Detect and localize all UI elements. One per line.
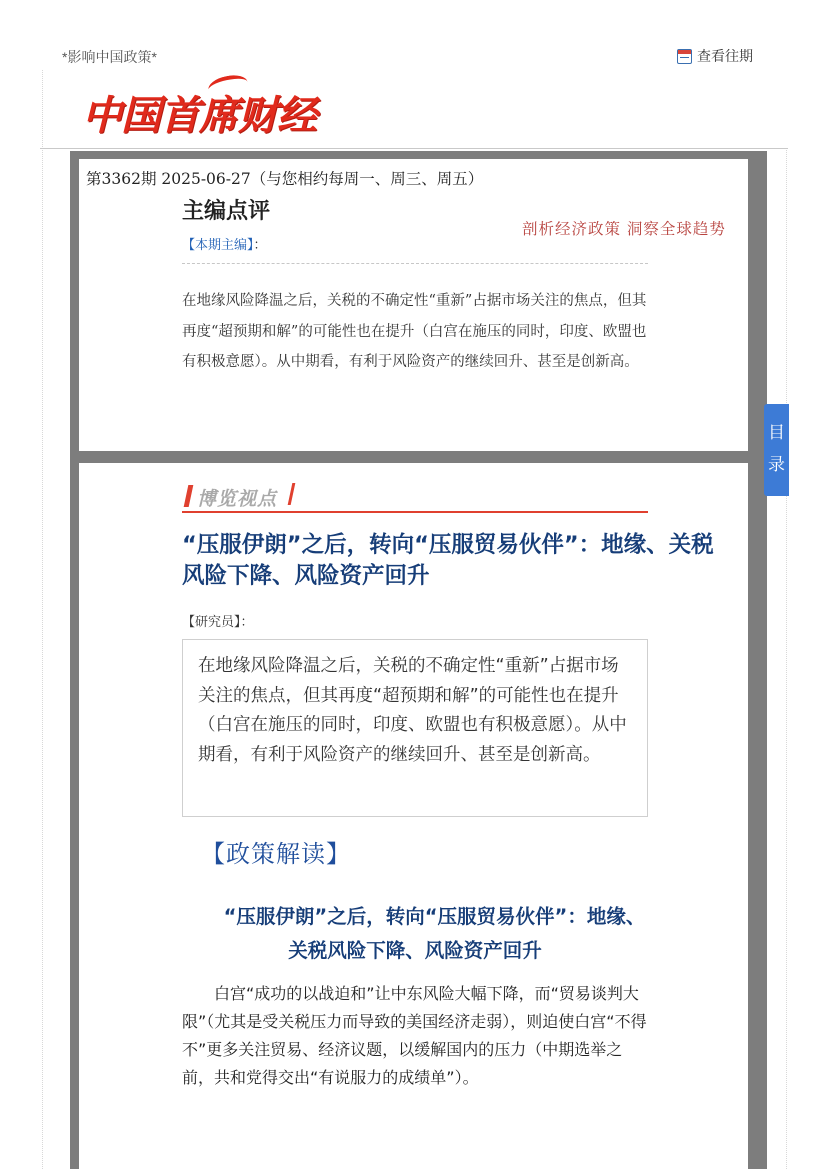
header-divider: [40, 148, 788, 149]
view-archive-label: 查看往期: [697, 49, 753, 65]
table-of-contents-tab[interactable]: [764, 404, 789, 496]
calendar-icon: [677, 49, 692, 64]
brand-logo: [82, 84, 316, 141]
policy-body-paragraph: 白宫“成功的以战迫和”让中东风险大幅下降，而“贸易谈判大限”（尤其是受关税压力而导致的美国经济走弱），则迫使白宫“不得不”更多关注贸易、经济议题，以缓解国内的压力（中期选举之前，共和党得交出“有说服力的成绩单”）。: [182, 984, 647, 1087]
policy-interpretation-header: 【政策解读】: [201, 840, 351, 868]
right-guide-line: [786, 150, 787, 1169]
editor-label-open: 【本期主编】: [182, 238, 254, 253]
viewpoint-section-header: [182, 479, 648, 513]
left-guide-line: [42, 70, 43, 1169]
article-summary-box: 在地缘风险降温之后，关税的不确定性“重新”占据市场关注的焦点，但其再度“超预期和解”的可能性也在提升（白宫在施压的同时，印度、欧盟也有积极意愿）。从中期看，有利于风险资产的继续回升、甚至是创新高。: [182, 639, 648, 817]
brand-logo-text: 中国首席财经: [82, 93, 316, 139]
newsletter-frame: [70, 151, 767, 1169]
dashed-divider: [182, 263, 648, 264]
article-title[interactable]: “压服伊朗”之后，转向“压服贸易伙伴”：地缘、关税风险下降、风险资产回升: [182, 532, 714, 589]
editor-comment-title: 主编点评: [182, 199, 271, 224]
motto: 剖析经济政策 洞察全球趋势: [522, 220, 726, 238]
editor-comment-panel: [79, 159, 748, 451]
policy-article-title: “压服伊朗”之后，转向“压服贸易伙伴”：地缘、关税风险下降、风险资产回升: [223, 905, 646, 962]
viewpoint-section-label: 博览视点: [197, 488, 278, 510]
top-slogan: *影响中国政策*: [62, 49, 157, 65]
toc-tab-char-1: 目: [768, 423, 785, 443]
editor-summary: 在地缘风险降温之后，关税的不确定性“重新”占据市场关注的焦点，但其再度“超预期和解”的可能性也在提升（白宫在施压的同时，印度、欧盟也有积极意愿）。从中期看，有利于风险资产的继续回升、甚至是创新高。: [182, 293, 647, 370]
header-bar-left: [184, 485, 194, 507]
viewpoint-panel: [79, 463, 748, 1169]
toc-tab-char-2: 录: [768, 455, 785, 475]
editor-label-suffix: ：: [253, 238, 267, 253]
view-archive-link[interactable]: [677, 46, 753, 66]
editor-label: [182, 234, 267, 253]
researcher-label: 【研究员】：: [182, 615, 254, 630]
header-bar-right: [288, 483, 296, 505]
issue-line: 第3362期 2025-06-27（与您相约每周一、周三、周五）: [86, 170, 484, 188]
